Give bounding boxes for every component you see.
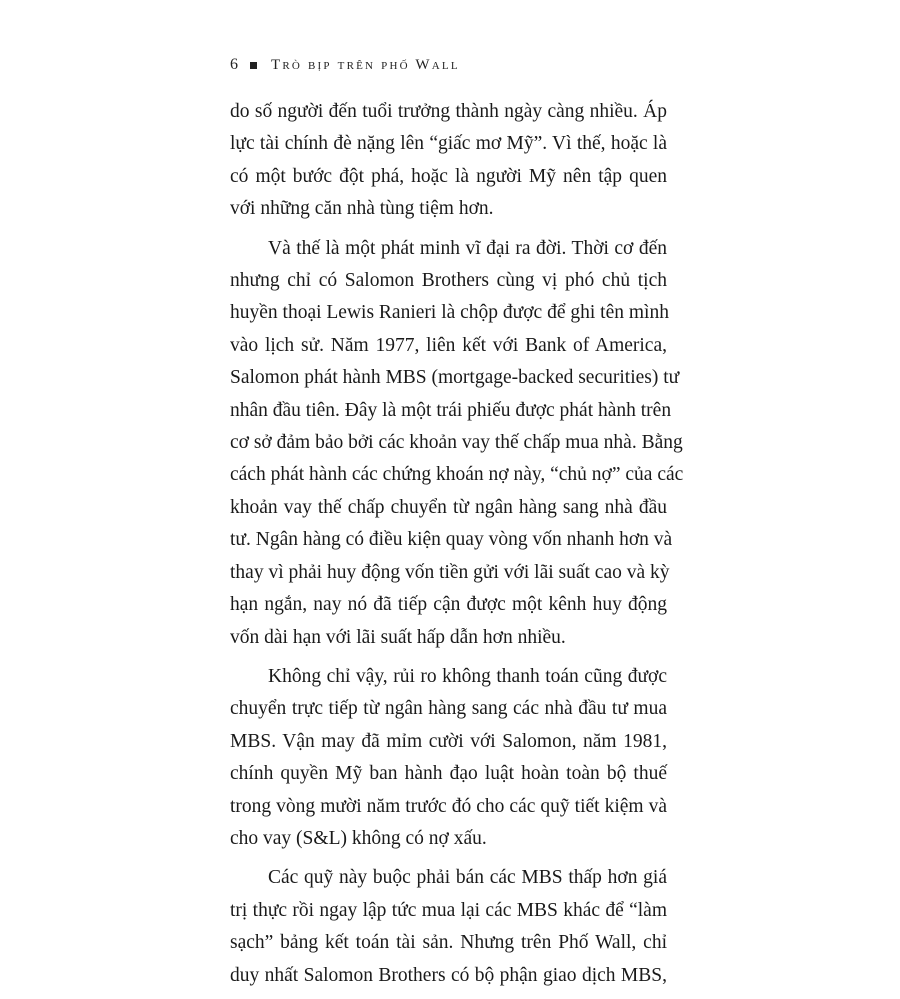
text-line: Các quỹ này buộc phải bán các MBS thấp hơn giá — [268, 867, 667, 889]
book-title: Trò bịp trên phố Wall — [271, 56, 460, 73]
text-line: nhưng chỉ có Salomon Brothers cùng vị phó chủ tịch — [230, 270, 667, 292]
text-line: duy nhất Salomon Brothers có bộ phận giao dịch MBS, — [230, 964, 667, 986]
text-line: Salomon phát hành MBS (mortgage-backed securities) tư — [230, 367, 680, 389]
text-line: cơ sở đảm bảo bởi các khoản vay thế chấp mua nhà. Bằng — [230, 432, 683, 454]
text-line: cách phát hành các chứng khoán nợ này, “chủ nợ” của các — [230, 464, 684, 486]
text-line: nhân đầu tiên. Đây là một trái phiếu được phát hành trên — [230, 399, 672, 421]
text-line: vào lịch sử. Năm 1977, liên kết với Bank of America, — [230, 334, 667, 356]
paragraph-3 — [230, 661, 667, 855]
paragraph-1 — [230, 96, 667, 226]
text-line: cho vay (S&L) không có nợ xấu. — [230, 827, 487, 849]
text-line: trị thực rồi ngay lập tức mua lại các MBS khác để “làm — [230, 899, 667, 921]
text-line: MBS. Vận may đã mỉm cười với Salomon, năm 1981, — [230, 730, 667, 752]
text-line: tư. Ngân hàng có điều kiện quay vòng vốn nhanh hơn và — [230, 529, 673, 551]
text-line: trong vòng mười năm trước đó cho các quỹ tiết kiệm và — [230, 795, 667, 817]
text-line: Và thế là một phát minh vĩ đại ra đời. Thời cơ đến — [268, 237, 667, 259]
text-line: chính quyền Mỹ ban hành đạo luật hoàn toàn bộ thuế — [230, 763, 667, 785]
body-text — [230, 96, 684, 999]
text-line: lực tài chính đè nặng lên “giấc mơ Mỹ”. Vì thế, hoặc là — [230, 133, 667, 155]
text-line: có một bước đột phá, hoặc là người Mỹ nên tập quen — [230, 165, 667, 187]
text-line: khoản vay thế chấp chuyển từ ngân hàng sang nhà đầu — [230, 496, 667, 518]
text-line: sạch” bảng kết toán tài sản. Nhưng trên Phố Wall, chỉ — [230, 932, 667, 954]
text-line: huyền thoại Lewis Ranieri là chộp được để ghi tên mình — [230, 302, 669, 324]
text-line: với những căn nhà tùng tiệm hơn. — [230, 198, 494, 220]
text-line: chuyển trực tiếp từ ngân hàng sang các nhà đầu tư mua — [230, 698, 667, 720]
paragraph-2 — [230, 233, 684, 654]
square-bullet-icon — [250, 62, 257, 69]
running-header — [230, 56, 460, 74]
paragraph-4 — [230, 862, 667, 992]
text-line: do số người đến tuổi trưởng thành ngày càng nhiều. Áp — [230, 101, 667, 122]
text-line: vốn dài hạn với lãi suất hấp dẫn hơn nhiều. — [230, 626, 566, 648]
text-line: thay vì phải huy động vốn tiền gửi với lãi suất cao và kỳ — [230, 561, 670, 583]
text-line: Không chỉ vậy, rủi ro không thanh toán cũng được — [268, 665, 667, 687]
text-line: hạn ngắn, nay nó đã tiếp cận được một kênh huy động — [230, 594, 667, 616]
page-number: 6 — [230, 56, 238, 73]
